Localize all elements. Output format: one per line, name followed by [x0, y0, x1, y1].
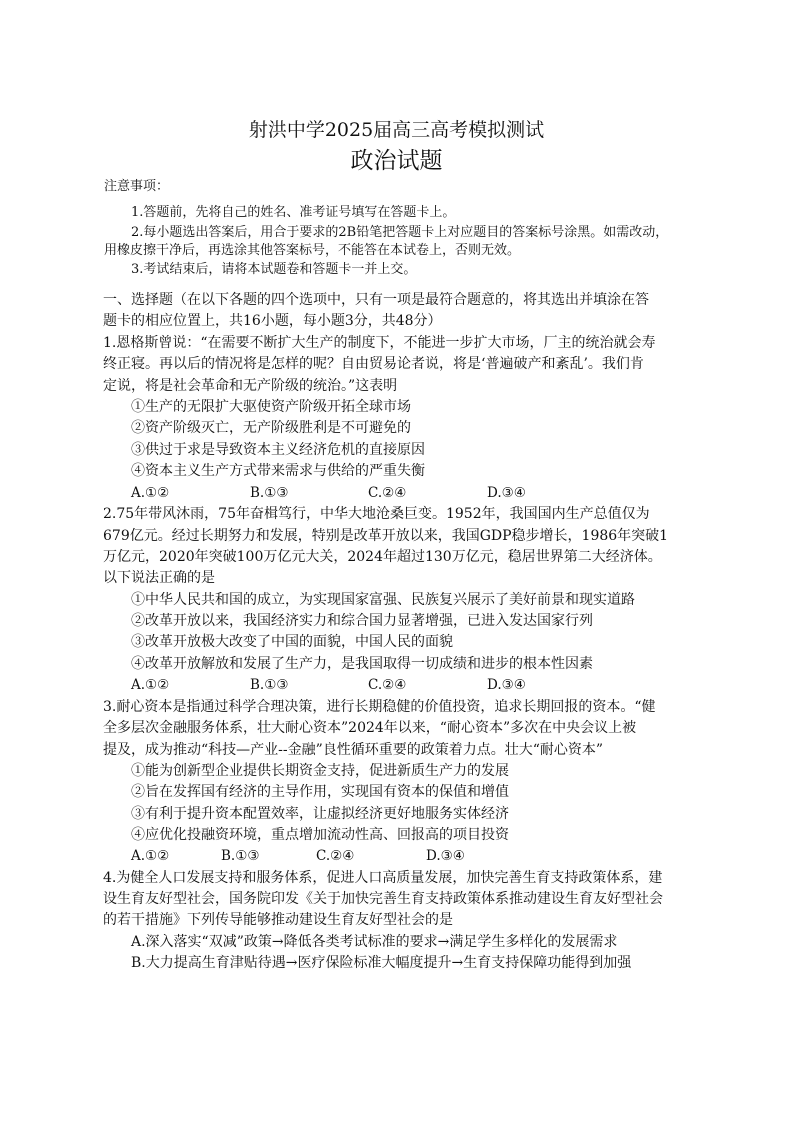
- subject-title: 政治试题: [350, 148, 443, 174]
- statement: ③供过于求是导致资本主义经济危机的直接原因: [131, 442, 425, 458]
- question-stem: 全多层次金融服务体系，壮大耐心资本”2024年以来，“耐心资本”多次在中央会议上被: [103, 720, 637, 736]
- question-stem: 提及，成为推动“科技—产业--金融”良性循环重要的政策着力点。壮大“耐心资本”: [103, 742, 604, 758]
- answer-option: D.③④: [487, 677, 526, 693]
- section-heading: 题卡的相应位置上，共16小题，每小题3分，共48分）: [103, 313, 442, 329]
- answer-option: C.②④: [368, 485, 407, 501]
- question-stem: 的若干措施》下列传导能够推动建设生育友好型社会的是: [103, 912, 453, 928]
- notice-item: 用橡皮擦干净后，再选涂其他答案标号，不能答在本试卷上，否则无效。: [104, 243, 521, 258]
- statement: ②旨在发挥国有经济的主导作用，实现国有资本的保值和增值: [131, 784, 509, 800]
- exam-title: 射洪中学2025届高三高考模拟测试: [248, 119, 545, 141]
- answer-option: A.①②: [131, 485, 170, 501]
- notice-item: 3.考试结束后，请将本试题卷和答题卡一并上交。: [131, 262, 417, 277]
- statement: ④应优化投融资环境，重点增加流动性高、回报高的项目投资: [131, 827, 509, 843]
- question-stem: 2.75年带风沐雨，75年奋楫笃行，中华大地沧桑巨变。1952年，我国国内生产总值仅为: [103, 506, 650, 522]
- statement: ①中华人民共和国的成立，为实现国家富强、民族复兴展示了美好前景和现实道路: [131, 592, 635, 608]
- statement: ③有利于提升资本配置效率，让虚拟经济更好地服务实体经济: [131, 806, 509, 822]
- notice-item: 1.答题前，先将自己的姓名、准考证号填写在答题卡上。: [131, 205, 456, 220]
- statement: ②改革开放以来，我国经济实力和综合国力显著增强，已进入发达国家行列: [131, 613, 593, 629]
- answer-option: C.②④: [316, 848, 355, 864]
- question-stem: 3.耐心资本是指通过科学合理决策，进行长期稳健的价值投资，追求长期回报的资本。“健: [103, 699, 656, 715]
- statement: ①生产的无限扩大驱使资产阶级开拓全球市场: [131, 399, 411, 415]
- answer-choice: A.深入落实“双减”政策→降低各类考试标准的要求→满足学生多样化的发展需求: [131, 934, 618, 950]
- answer-option: A.①②: [131, 848, 170, 864]
- answer-option: A.①②: [131, 677, 170, 693]
- answer-option: B.①③: [250, 677, 289, 693]
- question-stem: 4.为健全人口发展支持和服务体系，促进人口高质量发展，加快完善生育支持政策体系，建: [103, 870, 663, 886]
- statement: ④资本主义生产方式带来需求与供给的严重失衡: [131, 463, 425, 479]
- notice-heading: 注意事项：: [104, 179, 170, 194]
- answer-choice: B.大力提高生育津贴待遇→医疗保险标准大幅度提升→生育支持保障功能得到加强: [131, 955, 632, 971]
- statement: ④改革开放解放和发展了生产力，是我国取得一切成绩和进步的根本性因素: [131, 656, 593, 672]
- question-stem: 以下说法正确的是: [103, 570, 215, 586]
- answer-option: C.②④: [368, 677, 407, 693]
- answer-option: D.③④: [426, 848, 465, 864]
- question-stem: 万亿元，2020年突破100万亿元大关，2024年超过130万亿元，稳居世界第二大经济体。: [103, 549, 662, 565]
- question-stem: 679亿元。经过长期努力和发展，特别是改革开放以来，我国GDP稳步增长，1986年突破1: [103, 528, 669, 544]
- question-stem: 1.恩格斯曾说：“在需要不断扩大生产的制度下，不能进一步扩大市场，厂主的统治就会寿: [103, 335, 656, 351]
- question-stem: 设生育友好型社会，国务院印发《关于加快完善生育支持政策体系推动建设生育友好型社会: [103, 891, 663, 907]
- statement: ①能为创新型企业提供长期资金支持，促进新质生产力的发展: [131, 763, 509, 779]
- answer-option: B.①③: [250, 485, 289, 501]
- section-heading: 一、选择题（在以下各题的四个选项中，只有一项是最符合题意的，将其选出并填涂在答: [103, 292, 649, 308]
- question-stem: 终正寝。再以后的情况将是怎样的呢？自由贸易论者说，将是‘普遍破产和紊乱’。我们肯: [103, 356, 644, 372]
- answer-option: D.③④: [487, 485, 526, 501]
- answer-option: B.①③: [221, 848, 260, 864]
- question-stem: 定说，将是社会革命和无产阶级的统治。”这表明: [103, 378, 398, 394]
- notice-item: 2.每小题选出答案后，用合于要求的2B铅笔把答题卡上对应题目的答案标号涂黑。如需改动，: [131, 225, 669, 240]
- statement: ②资产阶级灭亡，无产阶级胜利是不可避免的: [131, 420, 411, 436]
- statement: ③改革开放极大改变了中国的面貌，中国人民的面貌: [131, 634, 453, 650]
